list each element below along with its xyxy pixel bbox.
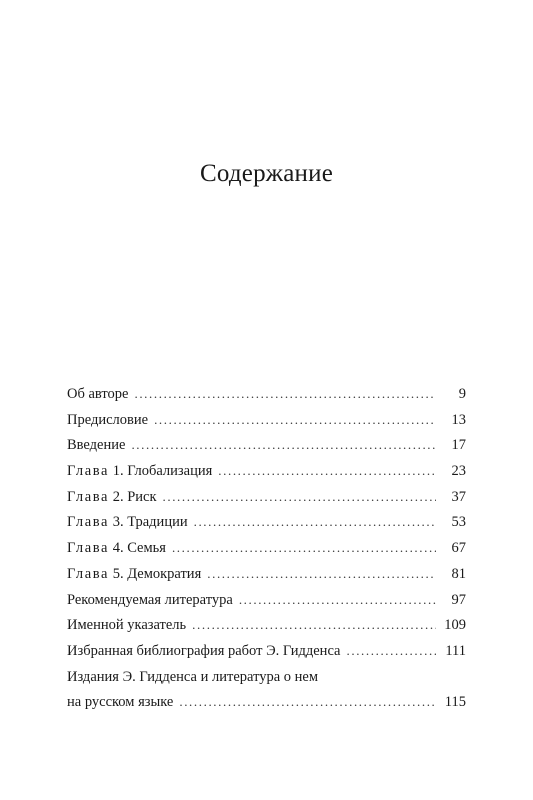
- toc-entry-page: 67: [451, 540, 466, 557]
- toc-leader-dots: [218, 463, 436, 479]
- chapter-prefix: Глава: [67, 540, 110, 557]
- toc-entry-label: Введение: [67, 437, 126, 454]
- chapter-title: 1. Глобализация: [112, 463, 213, 480]
- toc-entry-name-index[interactable]: [67, 617, 466, 643]
- toc-leader-dots: [347, 643, 437, 659]
- toc-entry-label: [67, 463, 212, 480]
- toc-entry-label: [67, 489, 157, 506]
- chapter-prefix: Глава: [67, 514, 110, 531]
- toc-leader-dots: [207, 566, 436, 582]
- toc-entry-chapter-3[interactable]: [67, 514, 466, 540]
- toc-entry-introduction[interactable]: [67, 437, 466, 463]
- page-title: Содержание: [200, 160, 333, 187]
- toc-entry-bibliography[interactable]: [67, 643, 466, 669]
- toc-entry-page: 111: [445, 642, 466, 659]
- toc-entry-label: Предисловие: [67, 411, 149, 428]
- chapter-title: 2. Риск: [112, 488, 157, 505]
- toc-leader-dots: [131, 437, 436, 453]
- toc-leader-dots: [134, 386, 436, 402]
- toc-entry-page: 13: [451, 411, 466, 428]
- toc-leader-dots: [194, 514, 436, 530]
- toc-entry-label: Рекомендуемая литература: [67, 591, 233, 608]
- toc-entry-label: [67, 566, 201, 583]
- toc-entry-page: 37: [451, 488, 466, 505]
- toc-entry-page: 23: [451, 463, 466, 480]
- toc-entry-chapter-2[interactable]: [67, 489, 466, 515]
- toc-entry-label: Об авторе: [67, 386, 129, 402]
- toc-entry-russian-editions-line-1[interactable]: [67, 669, 466, 695]
- toc-entry-chapter-5[interactable]: [67, 566, 466, 592]
- toc-leader-dots: [179, 694, 436, 710]
- chapter-prefix: Глава: [67, 463, 110, 480]
- toc-entry-recommended-reading[interactable]: [67, 592, 466, 618]
- toc-entry-russian-editions-line-2[interactable]: [67, 694, 466, 720]
- toc-entry-page: 109: [444, 617, 466, 634]
- toc-entry-page: 53: [451, 514, 466, 531]
- toc-entry-label: [67, 540, 166, 557]
- chapter-prefix: Глава: [67, 565, 110, 582]
- chapter-title: 3. Традиции: [112, 514, 188, 531]
- toc-leader-dots: [172, 540, 436, 556]
- toc-entry-label: Издания Э. Гидденса и литература о нем: [67, 668, 319, 685]
- toc-leader-dots: [239, 592, 436, 608]
- toc-entry-label: Избранная библиография работ Э. Гидденса: [67, 642, 341, 659]
- toc-entry-page: 81: [451, 565, 466, 582]
- chapter-prefix: Глава: [67, 488, 110, 505]
- toc-entry-page: 115: [444, 694, 466, 711]
- toc-entry-label: [67, 514, 188, 531]
- toc-entry-preface[interactable]: [67, 412, 466, 438]
- toc-entry-chapter-1[interactable]: [67, 463, 466, 489]
- toc-entry-label: на русском языке: [67, 694, 174, 711]
- toc-entry-chapter-4[interactable]: [67, 540, 466, 566]
- toc-leader-dots: [192, 617, 436, 633]
- toc-leader-dots: [154, 412, 436, 428]
- toc-entry-label: Именной указатель: [67, 617, 187, 634]
- table-of-contents: [67, 386, 466, 720]
- toc-entry-about-author[interactable]: [67, 386, 466, 412]
- chapter-title: 4. Семья: [112, 540, 166, 557]
- toc-entry-page: 97: [451, 591, 466, 608]
- toc-leader-dots: [163, 489, 437, 505]
- toc-entry-page: 17: [451, 437, 466, 454]
- toc-entry-page: 9: [458, 386, 466, 402]
- chapter-title: 5. Демократия: [112, 565, 202, 582]
